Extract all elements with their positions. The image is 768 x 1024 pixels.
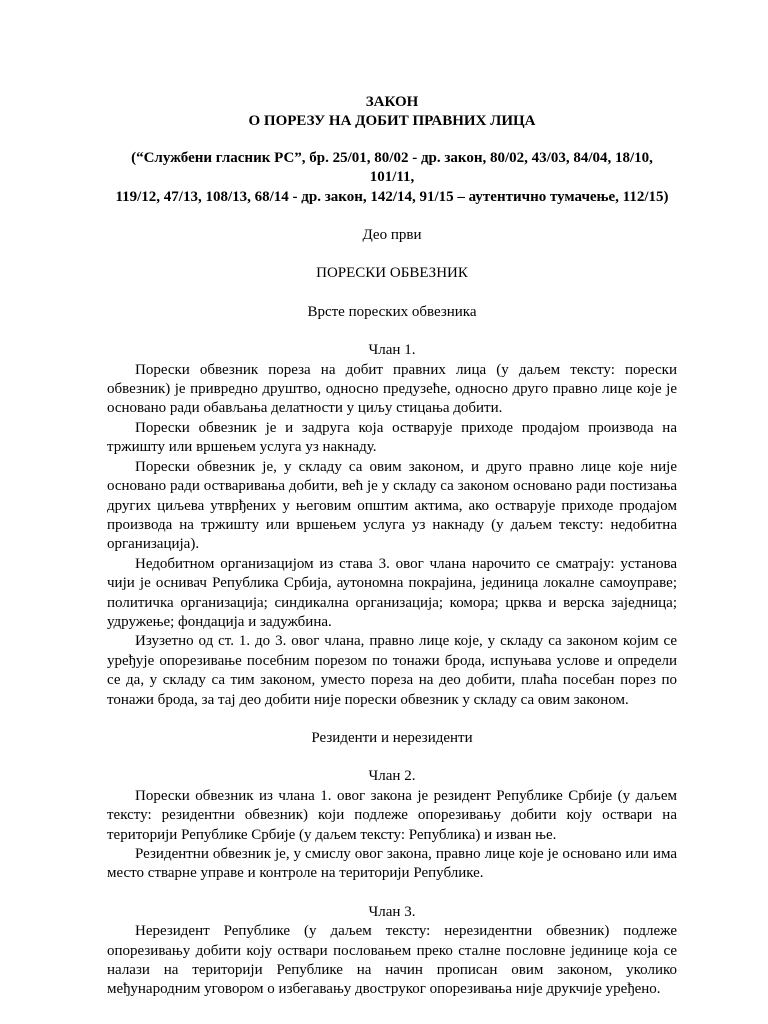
article-2-heading: Члан 2. bbox=[368, 768, 416, 785]
article-2-paragraph: Резидентни обвезник је, у смислу овог закона, правно лице које је основано или има место стварне управе и контроле на територији Републике. bbox=[107, 846, 677, 882]
section-heading-types-of-taxpayers: Врсте пореских обвезника bbox=[307, 303, 477, 320]
official-gazette-reference bbox=[107, 149, 677, 207]
section-heading-residents: Резиденти и нерезиденти bbox=[311, 729, 473, 746]
gazette-line-1: (“Службени гласник РС”, бр. 25/01, 80/02 - др. закон, 80/02, 43/03, 84/04, 18/10, 101/11, bbox=[131, 149, 653, 186]
part-heading: Део први bbox=[362, 227, 422, 244]
article-1-paragraph: Порески обвезник је, у складу са овим законом, и друго правно лице које није основано ради остваривања добити, већ је у складу са законом основано ради постизања других циљева утврђених у његовим општим актима, ако остварује приходе продајом производа на тржишту или вршењем услуга уз накнаду (у даљем тексту: недобитна организација). bbox=[107, 458, 677, 553]
law-title: ЗАКОН bbox=[365, 94, 419, 110]
article-3-paragraph: Нерезидент Републике (у даљем тексту: нерезидентни обвезник) подлеже опорезивању добити коју оствари пословањем преко сталне пословне јединице која се налази на територији Републике на начин прописан овим законом, уколико међународним уговором о избегавању двоструког опорезивања није друкчије уређено. bbox=[107, 923, 677, 998]
article-2-paragraph: Порески обвезник из члана 1. овог закона је резидент Републике Србије (у даљем тексту: резидентни обвезник) који подлеже опорезивању добити коју оствари на територији Републике Србије (у даљем тексту: Република) и изван ње. bbox=[107, 787, 677, 843]
article-1-paragraph: Порески обвезник је и задруга која остварује приходе продајом производа на тржишту или вршењем услуга уз накнаду. bbox=[107, 419, 677, 456]
gazette-line-2: 119/12, 47/13, 108/13, 68/14 - др. закон, 142/14, 91/15 – аутентично тумачење, 112/15) bbox=[115, 188, 669, 205]
law-subtitle: О ПОРЕЗУ НА ДОБИТ ПРАВНИХ ЛИЦА bbox=[248, 113, 536, 130]
article-1-paragraph: Недобитном организацијом из става 3. овог члана нарочито се сматрају: установа чији је оснивач Република Србија, аутономна покрајина, јединица локалне самоуправе; политичка организација; синдикална организација; комора; црква и верска заједница; удружење; фондација и задужбина. bbox=[107, 555, 677, 630]
article-1-paragraph: Порески обвезник пореза на добит правних лица (у даљем тексту: порески обвезник) је привредно друштво, односно предузеће, односно друго правно лице које је основано ради обављања делатности у циљу стицања добити. bbox=[107, 361, 677, 417]
article-3-heading: Члан 3. bbox=[368, 903, 416, 920]
article-1-paragraph: Изузетно од ст. 1. до 3. овог члана, правно лице које, у складу са законом којим се уређује опорезивање посебним порезом по тонажи брода, испуњава услове и определи се да, у складу са тим законом, уместо пореза на део добити, плаћа посебан порез по тонажи брода, за тај део добити није порески обвезник у складу са овим законом. bbox=[107, 633, 677, 708]
article-1-heading: Члан 1. bbox=[368, 342, 416, 359]
chapter-heading: ПОРЕСКИ ОБВЕЗНИК bbox=[316, 265, 468, 282]
